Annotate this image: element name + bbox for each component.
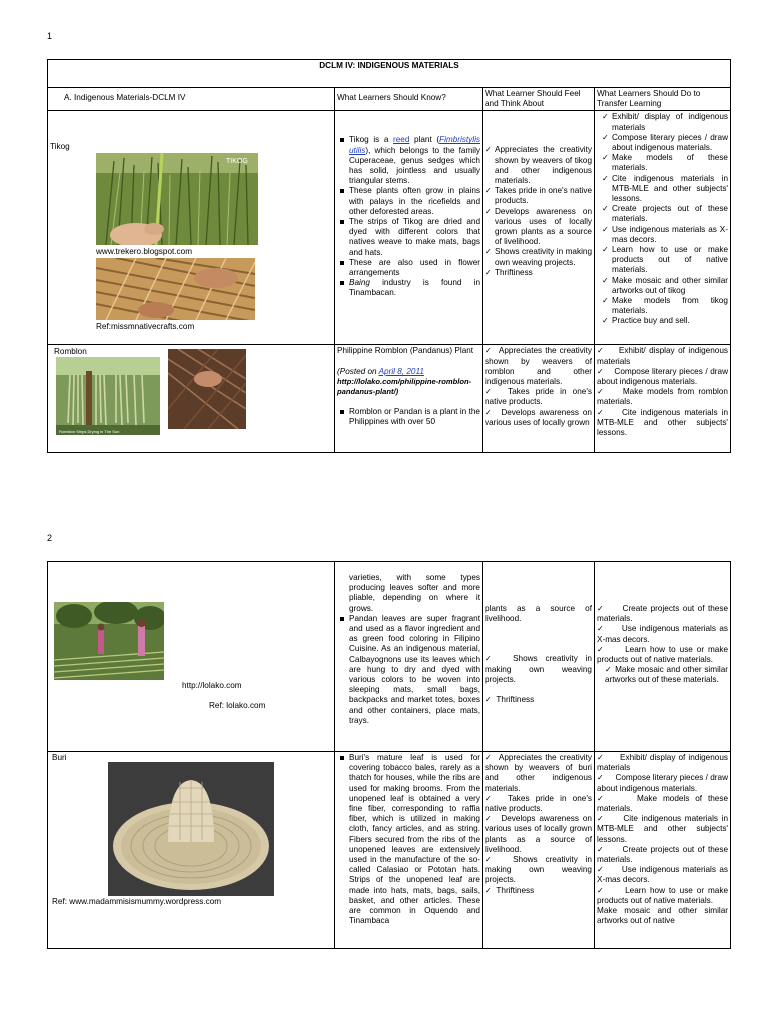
- tikog-know-cell: [335, 111, 483, 345]
- romblon-cont-cell: [48, 562, 335, 752]
- check-icon: ✓: [597, 773, 616, 783]
- header-transfer-learning: What Learners Should Do to Transfer Learning: [595, 88, 731, 111]
- buri-do-cell: [595, 752, 731, 949]
- romblon-know-title: Philippine Romblon (Pandanus) Plant: [337, 346, 474, 356]
- tikog-do-item: ✓ Make models from tikog materials.: [602, 296, 728, 316]
- pandan-know-item: Pandan leaves are super fragrant and used as a flavor ingredient and as green food coloring in Filipino Cuisine. As an indigenous material, Calbayognons use its leaves which are hung to dry and dyed with various colors to be woven into sleeping mats, small bags, backpacks and market totes, boxes and other containers, place mats, trays.: [349, 613, 480, 725]
- romblon-posted-url: http://lolako.com/philippine-romblon-pandanus-plant/): [337, 376, 472, 397]
- buri-feel-item: ✓ Appreciates the creativity shown by weavers of buri and other indigenous materials.: [485, 753, 592, 793]
- buri-know-cell: [335, 752, 483, 949]
- romblon-cont-feel-item: ✓ Thriftiness: [485, 695, 535, 705]
- check-icon: ✓: [602, 153, 609, 163]
- check-icon: ✓: [602, 275, 609, 285]
- buri-feel-cell: [483, 752, 595, 949]
- tikog-label: Tikog: [50, 142, 70, 152]
- check-icon: ✓: [602, 132, 609, 142]
- tikog-do-item: ✓ Make mosaic and other similar artworks out of tikog: [602, 275, 728, 295]
- check-icon: ✓: [597, 407, 622, 417]
- check-icon: ✓: [597, 366, 615, 376]
- tikog-know-item: The strips of Tikog are dried and dyed with different colors that natives weave to make mats, bags and hats.: [349, 217, 480, 257]
- romblon-do-item: ✓ Exhibit/ display of indigenous materials: [597, 346, 728, 366]
- romblon-cont-know-cell: [335, 562, 483, 752]
- tikog-know-item: Baing industry is found in Tinambacan.: [349, 278, 480, 298]
- buri-know-item: Buri's mature leaf is used for covering tobacco bales, rarely as a thatch for houses, while the ribs are used for making brooms. From the unopened leaf is obtained a very fine fiber, corresponding to raffia fiber, which is utilized in making cloth, fancy articles, and as string. Fibers secured from the ribs of the unopened leaves are extensively used in the manufacture of the so-called Calasiao or Pototan hats. Strips of the unopened leaf are made into hats, mats, bags, sails, basket, and other articles. These are common in Oquendo and Tinambaca: [349, 753, 480, 926]
- romblon-feel-item: ✓ Develops awareness on various uses of locally grown: [485, 407, 592, 427]
- buri-do-item: ✓ Exhibit/ display of indigenous materials: [597, 753, 728, 773]
- romblon-cont-do-item: ✓ Create projects out of these materials.: [597, 604, 728, 624]
- romblon-label: Romblon: [54, 347, 87, 357]
- tikog-do-item: ✓ Make models of these materials.: [602, 153, 728, 173]
- check-icon: ✓: [485, 885, 497, 895]
- tikog-plant-photo: [96, 153, 258, 245]
- romblon-feel-item: ✓ Takes pride in one's native products.: [485, 387, 592, 407]
- posted-date-link[interactable]: April 8, 2011: [378, 366, 424, 376]
- tikog-do-cell: [595, 111, 731, 345]
- check-icon: ✓: [485, 145, 492, 155]
- check-icon: ✓: [602, 296, 609, 306]
- tikog-weaving-photo: [96, 258, 255, 320]
- tikog-photo-label: TIKOG: [226, 158, 248, 166]
- buri-do-item: ✓ Compose literary pieces / draw about indigenous materials.: [597, 773, 728, 793]
- check-icon: ✓: [485, 407, 502, 417]
- dclm-table-page-1: [47, 59, 731, 453]
- check-icon: ✓: [485, 346, 499, 356]
- buri-ref: Ref: www.madammisismummy.wordpress.com: [52, 897, 222, 906]
- tikog-feel-item: ✓ Thriftiness: [485, 267, 533, 277]
- tikog-feel-item: ✓ Develops awareness on various uses of locally grown plants as a source of livelihood.: [485, 206, 592, 247]
- tikog-do-item: ✓ Cite indigenous materials in MTB-MLE and other subjects' lessons.: [602, 173, 728, 204]
- romblon-know-item: Romblon or Pandan is a plant in the Philippines with over 50: [349, 407, 480, 427]
- buri-do-item: ✓ Learn how to use or make products out of native materials.: [597, 885, 728, 905]
- tikog-do-item: ✓ Use indigenous materials as X-mas decors.: [602, 224, 728, 244]
- romblon-photo-caption: Romblon Strips Drying in The Sun: [59, 429, 120, 435]
- check-icon: ✓: [602, 224, 609, 234]
- romblon-do-item: ✓ Make models from romblon materials.: [597, 387, 728, 407]
- check-icon: ✓: [597, 346, 619, 356]
- check-icon: ✓: [485, 793, 509, 803]
- romblon-cont-feel-item: ✓ Shows creativity in making own weaving projects.: [485, 654, 592, 684]
- check-icon: ✓: [485, 387, 509, 397]
- buri-do-item: ✓ Cite indigenous materials in MTB-MLE and other subjects' lessons.: [597, 814, 728, 844]
- romblon-know-cell: [335, 345, 483, 453]
- header-what-to-know: What Learners Should Know?: [335, 88, 483, 111]
- romblon-cont-feel-text: plants as a source of livelihood.: [485, 604, 592, 624]
- romblon-do-item: ✓ Compose literary pieces / draw about indigenous materials.: [597, 366, 728, 387]
- buri-label: Buri: [52, 753, 67, 762]
- buri-do-item: ✓ Make models of these materials.: [597, 793, 728, 814]
- romblon-weaving-photo: [168, 349, 246, 429]
- check-icon: ✓: [597, 814, 624, 824]
- check-icon: ✓: [485, 753, 499, 762]
- tikog-feel-cell: [483, 111, 595, 345]
- tikog-do-item: ✓ Compose literary pieces / draw about indigenous materials.: [602, 132, 728, 153]
- romblon-drying-photo: [56, 357, 160, 435]
- tikog-feel-item: ✓ Takes pride in one's native products.: [485, 186, 592, 206]
- check-icon: ✓: [597, 844, 623, 854]
- check-icon: ✓: [597, 793, 638, 803]
- romblon-cont-know-text: varieties, with some types producing leaves softer and more pliable, depending on where it grows.: [349, 573, 480, 613]
- tikog-know-item: These are also used in flower arrangements: [349, 257, 480, 278]
- lolako-url: http://lolako.com: [182, 681, 242, 690]
- pandan-drying-photo: [54, 602, 164, 680]
- check-icon: ✓: [602, 204, 609, 214]
- tikog-know-item: Tikog is a reed plant (Fimbristylis utilis), which belongs to the family Cuperaceae, genus sedges which has solid, jointless and usually triangular stems.: [349, 135, 480, 186]
- reed-link[interactable]: reed: [392, 135, 410, 145]
- buri-do-item: ✓ Use indigenous materials as X-mas decors.: [597, 865, 728, 885]
- header-indigenous-materials: A. Indigenous Materials-DCLM IV: [48, 88, 335, 111]
- check-icon: ✓: [597, 885, 626, 895]
- romblon-feel-item: ✓ Appreciates the creativity shown by weavers of romblon and other indigenous materials.: [485, 346, 592, 387]
- buri-do-item: ✓ Create projects out of these materials.: [597, 844, 728, 865]
- tikog-cell: [48, 111, 335, 345]
- check-icon: ✓: [485, 654, 514, 664]
- tikog-ref-trekero: www.trekero.blogspot.com: [96, 247, 193, 257]
- check-icon: ✓: [485, 855, 514, 865]
- check-icon: ✓: [597, 644, 626, 654]
- check-icon: ✓: [597, 604, 623, 613]
- buri-do-tail: Make mosaic and other similar artworks out of native: [597, 906, 728, 926]
- romblon-do-item: ✓ Cite indigenous materials in MTB-MLE and other subjects' lessons.: [597, 407, 728, 438]
- page-number: 2: [47, 533, 53, 543]
- check-icon: ✓: [485, 267, 492, 277]
- romblon-cell: [48, 345, 335, 453]
- check-icon: ✓: [597, 387, 623, 397]
- table-title: DCLM IV: INDIGENOUS MATERIALS: [48, 60, 731, 88]
- romblon-cont-do-item: ✓ Use indigenous materials as X-mas decors.: [597, 624, 728, 644]
- check-icon: ✓: [597, 753, 621, 762]
- check-icon: ✓: [485, 186, 492, 196]
- check-icon: ✓: [602, 112, 609, 122]
- check-icon: ✓: [485, 695, 497, 705]
- buri-hat-photo: [108, 762, 274, 896]
- romblon-cont-feel-cell: [483, 562, 595, 752]
- tikog-ref-missm: Ref:missmnativecrafts.com: [96, 322, 195, 332]
- fimbristylis-link[interactable]: Fimbristylis utilis: [349, 135, 480, 155]
- romblon-do-cell: [595, 345, 731, 453]
- lolako-ref: Ref: lolako.com: [209, 701, 266, 710]
- buri-feel-item: ✓ Takes pride in one's native products.: [485, 793, 592, 814]
- tikog-feel-item: ✓ Shows creativity in making own weaving projects.: [485, 247, 592, 267]
- page-number: 1: [47, 31, 53, 41]
- check-icon: ✓: [602, 245, 609, 255]
- buri-feel-item: ✓ Thriftiness: [485, 885, 535, 895]
- header-feel-think: What Learner Should Feel and Think About: [483, 88, 595, 111]
- tikog-feel-item: ✓ Appreciates the creativity shown by weavers of tikog and other indigenous materials.: [485, 145, 592, 186]
- check-icon: ✓: [605, 665, 616, 675]
- romblon-cont-do-cell: [595, 562, 731, 752]
- check-icon: ✓: [485, 247, 492, 257]
- check-icon: ✓: [485, 814, 502, 824]
- check-icon: ✓: [602, 173, 609, 183]
- check-icon: ✓: [597, 624, 622, 634]
- check-icon: ✓: [597, 865, 622, 875]
- check-icon: ✓: [602, 316, 609, 326]
- tikog-do-item: ✓ Practice buy and sell.: [602, 316, 690, 326]
- dclm-table-page-2: [47, 561, 731, 949]
- romblon-cont-do-item: ✓ Learn how to use or make products out of native materials.: [597, 644, 728, 665]
- check-icon: ✓: [485, 206, 492, 216]
- romblon-feel-cell: [483, 345, 595, 453]
- buri-feel-item: ✓ Shows creativity in making own weaving projects.: [485, 855, 592, 885]
- tikog-do-item: ✓ Exhibit/ display of indigenous materials: [602, 112, 728, 132]
- buri-cell: [48, 752, 335, 949]
- romblon-posted: (Posted on April 8, 2011: [337, 366, 424, 376]
- buri-feel-item: ✓ Develops awareness on various uses of locally grown plants as a source of livelihood.: [485, 814, 592, 854]
- tikog-know-item: These plants often grow in plains with palays in the ricefields and other deforested areas.: [349, 186, 480, 216]
- tikog-do-item: ✓ Learn how to use or make products out of native materials.: [602, 245, 728, 275]
- tikog-do-item: ✓ Create projects out of these materials.: [602, 204, 728, 224]
- romblon-cont-do-item: ✓ Make mosaic and other similar artworks out of these materials.: [605, 665, 728, 685]
